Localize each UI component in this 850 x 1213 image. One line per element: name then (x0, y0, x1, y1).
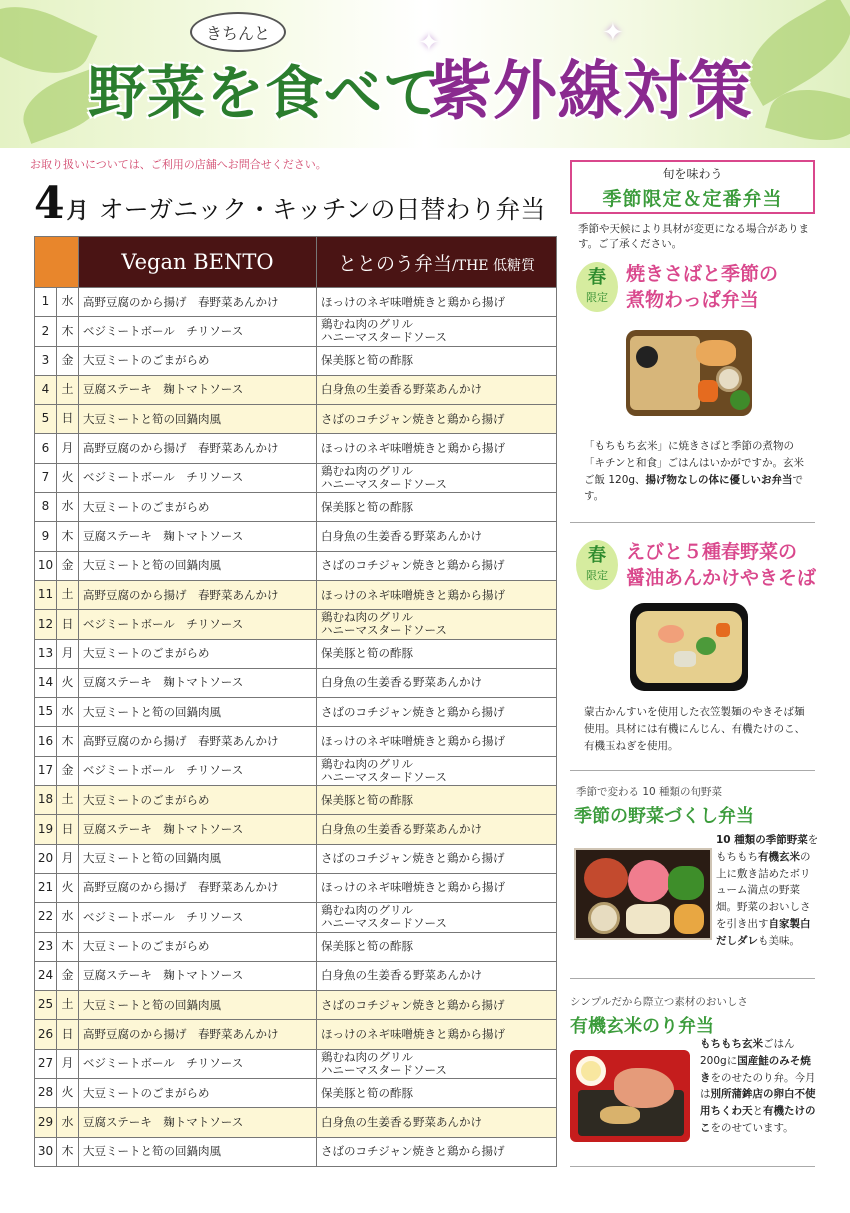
cell-weekday: 土 (57, 786, 79, 815)
cell-vegan: 大豆ミートと筍の回鍋肉風 (79, 1137, 317, 1166)
cell-totonou-line1: 鶏むね肉のグリル (321, 903, 413, 918)
cell-totonou: さばのコチジャン焼きと鶏から揚げ (317, 991, 557, 1020)
saba-wappa-bento-image (626, 330, 752, 416)
cell-totonou: ほっけのネギ味噌焼きと鶏から揚げ (317, 434, 557, 463)
sparkle-icon: ✦ (602, 18, 624, 48)
table-row (35, 668, 557, 697)
cell-weekday: 火 (57, 463, 79, 492)
cell-day: 16 (35, 727, 57, 756)
divider (570, 1166, 815, 1167)
cell-weekday: 日 (57, 815, 79, 844)
table-row (35, 288, 557, 317)
cell-totonou: さばのコチジャン焼きと鶏から揚げ (317, 1137, 557, 1166)
cell-day: 28 (35, 1079, 57, 1108)
cell-weekday: 木 (57, 522, 79, 551)
cell-day: 18 (35, 786, 57, 815)
item3-title: 季節の野菜づくし弁当 (574, 806, 754, 827)
item4-desc-e: 別所蒲鉾店の卵白不使用ちくわ天 (700, 1088, 816, 1118)
table-row (35, 961, 557, 990)
cell-vegan: 大豆ミートのごまがらめ (79, 346, 317, 375)
cell-totonou-line1: 鶏むね肉のグリル (321, 756, 413, 771)
badge-text: 春 (588, 267, 606, 288)
yakisoba-bento-image (630, 603, 748, 691)
table-row (35, 551, 557, 580)
cell-totonou: さばのコチジャン焼きと鶏から揚げ (317, 551, 557, 580)
cell-weekday: 月 (57, 434, 79, 463)
cell-vegan: 大豆ミートのごまがらめ (79, 1079, 317, 1108)
cell-weekday: 月 (57, 639, 79, 668)
item1-title-line1: 焼きさばと季節の (626, 263, 779, 285)
cell-weekday: 水 (57, 698, 79, 727)
item4-desc-d: をのせたのり弁。今月は (700, 1071, 816, 1101)
table-row (35, 522, 557, 551)
cell-day: 22 (35, 903, 57, 932)
table-row (35, 639, 557, 668)
cell-totonou-line2: ハニーマスタードソース (321, 769, 447, 784)
table-row (35, 580, 557, 609)
cell-vegan: ベジミートボール チリソース (79, 756, 317, 785)
table-row (35, 991, 557, 1020)
vegetable-bento-image (574, 848, 712, 940)
item1-title-line2: 煮物わっぱ弁当 (626, 288, 759, 311)
cell-totonou-line1: 鶏むね肉のグリル (321, 463, 413, 478)
table-row (35, 756, 557, 785)
menu-table (34, 236, 557, 1167)
header-corner (35, 237, 79, 288)
cell-vegan: ベジミートボール チリソース (79, 903, 317, 932)
cell-weekday: 金 (57, 551, 79, 580)
column-header-totonou-a: ととのう弁当 (338, 252, 453, 275)
cell-totonou-line2: ハニーマスタードソース (321, 623, 447, 638)
table-row (35, 1079, 557, 1108)
cell-weekday: 水 (57, 288, 79, 317)
seasonal-box-title: 季節限定＆定番弁当 (602, 188, 783, 210)
item4-description (700, 1036, 820, 1137)
cell-day: 8 (35, 493, 57, 522)
cell-totonou: 保美豚と筍の酢豚 (317, 639, 557, 668)
seasonal-note: 季節や天候により具材が変更になる場合があります。ご了承ください。 (578, 223, 809, 251)
cell-totonou: さばのコチジャン焼きと鶏から揚げ (317, 698, 557, 727)
cell-totonou (317, 1049, 557, 1078)
cell-weekday: 日 (57, 1020, 79, 1049)
cell-totonou: 保美豚と筍の酢豚 (317, 786, 557, 815)
badge-sub: 限定 (586, 569, 608, 582)
table-row (35, 434, 557, 463)
badge-text: 春 (588, 545, 606, 566)
item3-desc-a: 10 種類の季節野菜 (716, 834, 808, 846)
cell-vegan: ベジミートボール チリソース (79, 610, 317, 639)
item2-description: 蒙古かんすいを使用した衣笠製麺のやきそば麺使用。具材には有機にんじん、有機たけのこ、有機玉ねぎを使用。 (584, 706, 806, 752)
cell-day: 27 (35, 1049, 57, 1078)
cell-day: 19 (35, 815, 57, 844)
cell-weekday: 金 (57, 756, 79, 785)
table-row (35, 346, 557, 375)
table-row (35, 610, 557, 639)
item4-desc-c: 国産鮭のみそ焼き (700, 1054, 811, 1084)
item3-desc-e: 自家製白だしダレ (716, 917, 811, 947)
speech-bubble: きちんと (190, 12, 286, 52)
table-row (35, 727, 557, 756)
month-heading (34, 178, 545, 228)
cell-vegan: 大豆ミートのごまがらめ (79, 932, 317, 961)
cell-day: 7 (35, 463, 57, 492)
item1-desc-c: です。 (584, 473, 804, 503)
item2-title-line1: えびと５種春野菜の (626, 541, 798, 563)
cell-totonou-line2: ハニーマスタードソース (321, 330, 447, 345)
cell-totonou (317, 756, 557, 785)
cell-weekday: 木 (57, 317, 79, 346)
cell-totonou (317, 610, 557, 639)
cell-vegan: ベジミートボール チリソース (79, 463, 317, 492)
cell-vegan: 大豆ミートと筍の回鍋肉風 (79, 844, 317, 873)
table-row (35, 844, 557, 873)
cell-weekday: 日 (57, 405, 79, 434)
cell-totonou: 保美豚と筍の酢豚 (317, 932, 557, 961)
cell-vegan: 大豆ミートのごまがらめ (79, 493, 317, 522)
cell-weekday: 火 (57, 1079, 79, 1108)
cell-weekday: 日 (57, 610, 79, 639)
cell-totonou: 白身魚の生姜香る野菜あんかけ (317, 668, 557, 697)
cell-totonou-line2: ハニーマスタードソース (321, 476, 447, 491)
column-header-totonou (317, 237, 557, 288)
cell-totonou: 保美豚と筍の酢豚 (317, 493, 557, 522)
cell-weekday: 木 (57, 727, 79, 756)
item4-desc-f: と (752, 1105, 763, 1118)
cell-vegan: 豆腐ステーキ 麹トマトソース (79, 375, 317, 404)
cell-vegan: 豆腐ステーキ 麹トマトソース (79, 815, 317, 844)
cell-day: 13 (35, 639, 57, 668)
item4-title: 有機玄米のり弁当 (570, 1016, 714, 1037)
nori-bento-image (570, 1050, 690, 1142)
cell-totonou (317, 463, 557, 492)
cell-totonou: さばのコチジャン焼きと鶏から揚げ (317, 844, 557, 873)
column-header-totonou-b: /THE 低糖質 (452, 257, 535, 274)
divider (570, 978, 815, 979)
table-row (35, 1020, 557, 1049)
cell-day: 1 (35, 288, 57, 317)
seasonal-box (570, 160, 815, 214)
cell-totonou: 白身魚の生姜香る野菜あんかけ (317, 522, 557, 551)
cell-vegan: 高野豆腐のから揚げ 春野菜あんかけ (79, 288, 317, 317)
cell-totonou: 白身魚の生姜香る野菜あんかけ (317, 815, 557, 844)
cell-vegan: 豆腐ステーキ 麹トマトソース (79, 522, 317, 551)
cell-vegan: 大豆ミートと筍の回鍋肉風 (79, 698, 317, 727)
cell-vegan: 豆腐ステーキ 麹トマトソース (79, 961, 317, 990)
cell-day: 3 (35, 346, 57, 375)
cell-day: 15 (35, 698, 57, 727)
table-row (35, 1108, 557, 1137)
item3-caption: 季節で変わる 10 種類の旬野菜 (576, 786, 723, 798)
cell-day: 24 (35, 961, 57, 990)
item1-description (584, 438, 808, 505)
item4-desc-a: もちもち玄米 (700, 1038, 763, 1050)
cell-day: 5 (35, 405, 57, 434)
cell-totonou: 保美豚と筍の酢豚 (317, 1079, 557, 1108)
column-header-vegan: Vegan BENTO (79, 237, 317, 288)
cell-weekday: 月 (57, 844, 79, 873)
cell-totonou: 白身魚の生姜香る野菜あんかけ (317, 961, 557, 990)
cell-day: 25 (35, 991, 57, 1020)
cell-weekday: 木 (57, 1137, 79, 1166)
cell-totonou: 白身魚の生姜香る野菜あんかけ (317, 375, 557, 404)
cell-weekday: 金 (57, 346, 79, 375)
item3-desc-f: も美味。 (758, 934, 800, 947)
sparkle-icon: ✦ (418, 28, 440, 58)
cell-weekday: 土 (57, 375, 79, 404)
cell-totonou-line1: 鶏むね肉のグリル (321, 317, 413, 332)
cell-day: 10 (35, 551, 57, 580)
table-row (35, 815, 557, 844)
cell-vegan: 高野豆腐のから揚げ 春野菜あんかけ (79, 580, 317, 609)
cell-vegan: 大豆ミートのごまがらめ (79, 786, 317, 815)
cell-day: 21 (35, 873, 57, 902)
cell-totonou-line1: 鶏むね肉のグリル (321, 1049, 413, 1064)
seasonal-box-sub: 旬を味わう (662, 167, 723, 181)
cell-weekday: 火 (57, 668, 79, 697)
table-row (35, 493, 557, 522)
table-row (35, 786, 557, 815)
cell-vegan: ベジミートボール チリソース (79, 1049, 317, 1078)
item4-desc-g: 有機たけのこ (700, 1105, 816, 1134)
spring-limited-badge (576, 262, 618, 312)
table-row (35, 463, 557, 492)
item1-title (626, 262, 778, 313)
cell-day: 29 (35, 1108, 57, 1137)
cell-day: 30 (35, 1137, 57, 1166)
item3-description (716, 832, 820, 950)
month-title: オーガニック・キッチンの日替わり弁当 (98, 195, 546, 224)
cell-weekday: 木 (57, 932, 79, 961)
cell-day: 9 (35, 522, 57, 551)
item1-desc-a: 「もちもち玄米」に焼きさばと季節の煮物の「キチンと和食」ごはんはいかがですか。玄米ご飯 120g、 (584, 440, 804, 486)
cell-day: 20 (35, 844, 57, 873)
divider (570, 522, 815, 523)
table-row (35, 405, 557, 434)
cell-day: 2 (35, 317, 57, 346)
item3-desc-d: の上に敷き詰めたボリューム満点の野菜畑。野菜のおいしさを引き出す (716, 850, 811, 930)
header-banner (0, 0, 850, 148)
table-row (35, 317, 557, 346)
cell-totonou-line1: 鶏むね肉のグリル (321, 610, 413, 625)
item1-desc-b: 揚げ物なしの体に優しいお弁当 (645, 473, 793, 486)
table-row (35, 1137, 557, 1166)
divider (570, 770, 815, 771)
cell-totonou (317, 903, 557, 932)
cell-totonou: さばのコチジャン焼きと鶏から揚げ (317, 405, 557, 434)
cell-totonou: ほっけのネギ味噌焼きと鶏から揚げ (317, 873, 557, 902)
cell-day: 26 (35, 1020, 57, 1049)
notice-text: お取り扱いについては、ご利用の店舗へお問合せください。 (30, 158, 327, 171)
cell-day: 12 (35, 610, 57, 639)
banner-title-main: 野菜を食べて (88, 59, 443, 127)
cell-vegan: 豆腐ステーキ 麹トマトソース (79, 668, 317, 697)
cell-totonou-line2: ハニーマスタードソース (321, 1062, 447, 1077)
table-row (35, 698, 557, 727)
cell-weekday: 水 (57, 1108, 79, 1137)
cell-totonou: ほっけのネギ味噌焼きと鶏から揚げ (317, 288, 557, 317)
cell-totonou (317, 317, 557, 346)
item4-caption: シンプルだから際立つ素材のおいしさ (570, 996, 748, 1008)
cell-day: 23 (35, 932, 57, 961)
table-row (35, 932, 557, 961)
cell-totonou: ほっけのネギ味噌焼きと鶏から揚げ (317, 1020, 557, 1049)
cell-vegan: 大豆ミートと筍の回鍋肉風 (79, 405, 317, 434)
badge-sub: 限定 (586, 291, 608, 304)
table-row (35, 873, 557, 902)
banner-title-accent: 紫外線対策 (428, 55, 753, 129)
cell-vegan: 大豆ミートと筍の回鍋肉風 (79, 991, 317, 1020)
cell-day: 11 (35, 580, 57, 609)
month-number: 4 (34, 178, 65, 229)
cell-totonou: 保美豚と筍の酢豚 (317, 346, 557, 375)
item4-desc-b: ごはん200gに (700, 1038, 795, 1067)
cell-day: 17 (35, 756, 57, 785)
cell-weekday: 月 (57, 1049, 79, 1078)
item2-title (626, 540, 816, 591)
cell-weekday: 水 (57, 493, 79, 522)
cell-vegan: 高野豆腐のから揚げ 春野菜あんかけ (79, 727, 317, 756)
cell-weekday: 金 (57, 961, 79, 990)
cell-totonou: 白身魚の生姜香る野菜あんかけ (317, 1108, 557, 1137)
cell-vegan: 高野豆腐のから揚げ 春野菜あんかけ (79, 1020, 317, 1049)
item3-desc-c: 有機玄米 (758, 850, 800, 863)
cell-vegan: 大豆ミートのごまがらめ (79, 639, 317, 668)
item2-title-line2: 醤油あんかけやきそば (626, 566, 817, 589)
cell-totonou: ほっけのネギ味噌焼きと鶏から揚げ (317, 580, 557, 609)
cell-vegan: ベジミートボール チリソース (79, 317, 317, 346)
month-suffix: 月 (66, 199, 89, 224)
cell-vegan: 豆腐ステーキ 麹トマトソース (79, 1108, 317, 1137)
cell-day: 6 (35, 434, 57, 463)
cell-vegan: 大豆ミートと筍の回鍋肉風 (79, 551, 317, 580)
cell-weekday: 土 (57, 580, 79, 609)
cell-vegan: 高野豆腐のから揚げ 春野菜あんかけ (79, 873, 317, 902)
table-row (35, 903, 557, 932)
cell-weekday: 水 (57, 903, 79, 932)
cell-weekday: 火 (57, 873, 79, 902)
cell-day: 14 (35, 668, 57, 697)
spring-limited-badge (576, 540, 618, 590)
item4-desc-h: をのせています。 (710, 1121, 794, 1134)
item3-desc-b: をもちもち (716, 834, 819, 863)
cell-vegan: 高野豆腐のから揚げ 春野菜あんかけ (79, 434, 317, 463)
cell-totonou-line2: ハニーマスタードソース (321, 916, 447, 931)
cell-totonou: ほっけのネギ味噌焼きと鶏から揚げ (317, 727, 557, 756)
table-row (35, 1049, 557, 1078)
cell-day: 4 (35, 375, 57, 404)
cell-weekday: 土 (57, 991, 79, 1020)
table-row (35, 375, 557, 404)
table-header-row (35, 237, 557, 288)
